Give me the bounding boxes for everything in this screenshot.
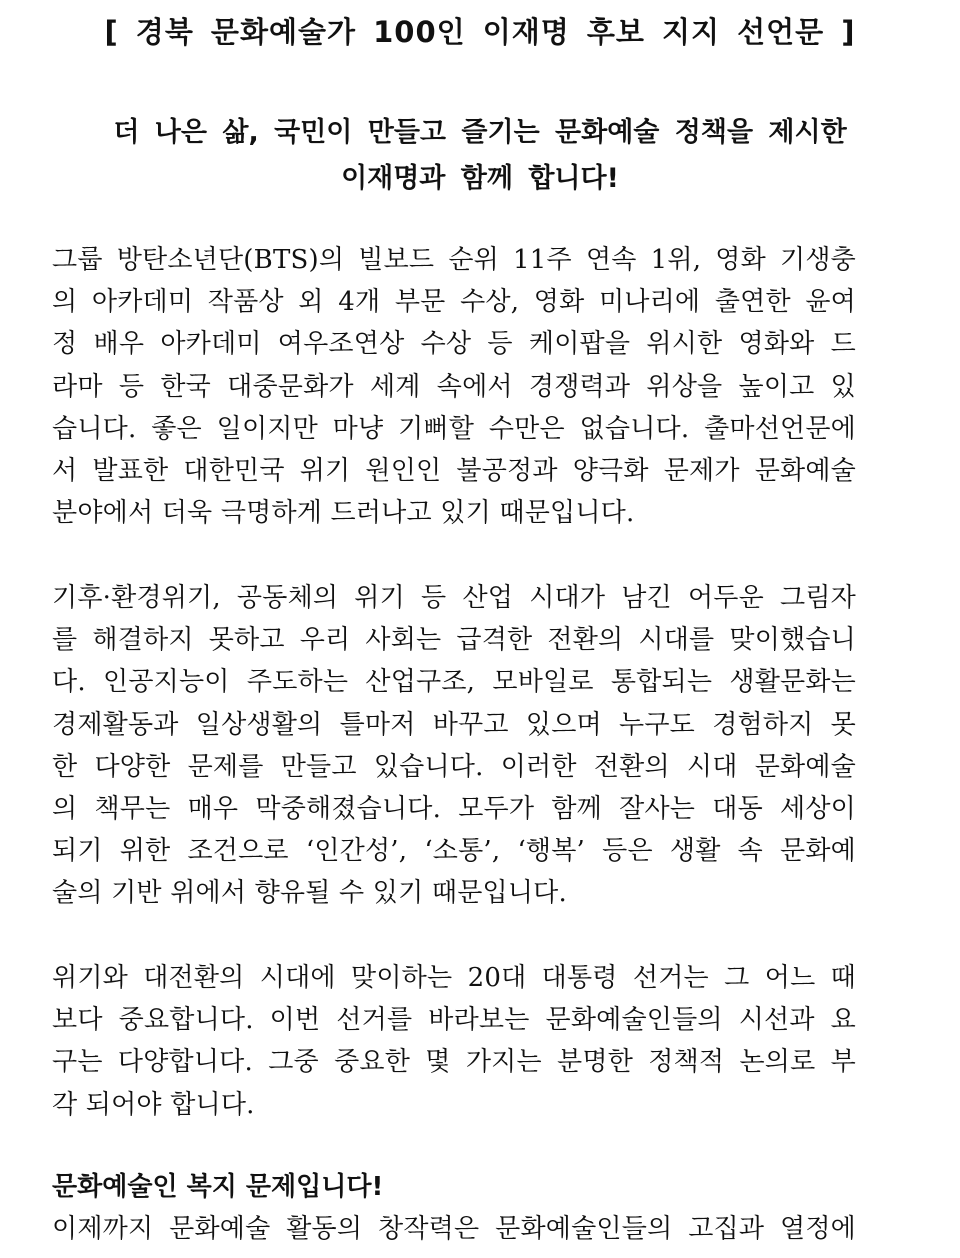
document-title: [ 경북 문화예술가 100인 이재명 후보 지지 선언문 ] [104,15,856,49]
subtitle-line: 이재명과 함께 합니다! [341,163,619,194]
paragraph-4 [52,1208,856,1250]
paragraph-line: 분야에서 더욱 극명하게 드러나고 있기 때문입니다. [52,498,635,529]
paragraph-line: 다. 인공지능이 주도하는 산업구조, 모바일로 통합되는 생활문화는 [52,667,856,698]
paragraph-line: 서 발표한 대한민국 위기 원인인 불공정과 양극화 문제가 문화예술 [52,456,856,487]
paragraph-line: 구는 다양합니다. 그중 중요한 몇 가지는 분명한 정책적 논의로 부 [52,1047,856,1078]
paragraph-line: 경제활동과 일상생활의 틀마저 바꾸고 있으며 누구도 경험하지 못 [52,709,856,740]
paragraph-line: 라마 등 한국 대중문화가 세계 속에서 경쟁력과 위상을 높이고 있 [52,371,856,402]
paragraph-1 [52,239,856,534]
paragraph-line: 그룹 방탄소년단(BTS)의 빌보드 순위 11주 연속 1위, 영화 기생충 [52,245,856,275]
subtitle-line: 더 나은 삶, 국민이 만들고 즐기는 문화예술 정책을 제시한 [113,117,847,148]
paragraph-3 [52,957,856,1126]
paragraph-line: 이제까지 문화예술 활동의 창작력은 문화예술인들의 고집과 열정에 [52,1214,856,1244]
paragraph-2 [52,577,856,915]
paragraph-line: 술의 기반 위에서 향유될 수 있기 때문입니다. [52,878,567,909]
paragraph-line: 정 배우 아카데미 여우조연상 수상 등 케이팝을 위시한 영화와 드 [52,329,856,360]
paragraph-line: 를 해결하지 못하고 우리 사회는 급격한 전환의 시대를 맞이했습니 [52,625,856,656]
paragraph-line: 의 책무는 매우 막중해졌습니다. 모두가 함께 잘사는 대동 세상이 [52,794,856,825]
paragraph-line: 한 다양한 문제를 만들고 있습니다. 이러한 전환의 시대 문화예술 [52,751,856,782]
section-heading: 문화예술인 복지 문제입니다! [52,1172,384,1202]
paragraph-line: 위기와 대전환의 시대에 맞이하는 20대 대통령 선거는 그 어느 때 [52,963,856,993]
paragraph-line: 습니다. 좋은 일이지만 마냥 기뻐할 수만은 없습니다. 출마선언문에 [52,413,856,444]
paragraph-line: 되기 위한 조건으로 ‘인간성’, ‘소통’, ‘행복’ 등은 생활 속 문화예 [52,836,856,867]
paragraph-line: 보다 중요합니다. 이번 선거를 바라보는 문화예술인들의 시선과 요 [52,1005,856,1036]
paragraph-line: 의 아카데미 작품상 외 4개 부문 수상, 영화 미나리에 출연한 윤여 [52,287,856,318]
paragraph-line: 기후·환경위기, 공동체의 위기 등 산업 시대가 남긴 어두운 그림자 [52,583,856,613]
document-subtitle [0,110,960,202]
paragraph-line: 각 되어야 합니다. [52,1089,255,1120]
